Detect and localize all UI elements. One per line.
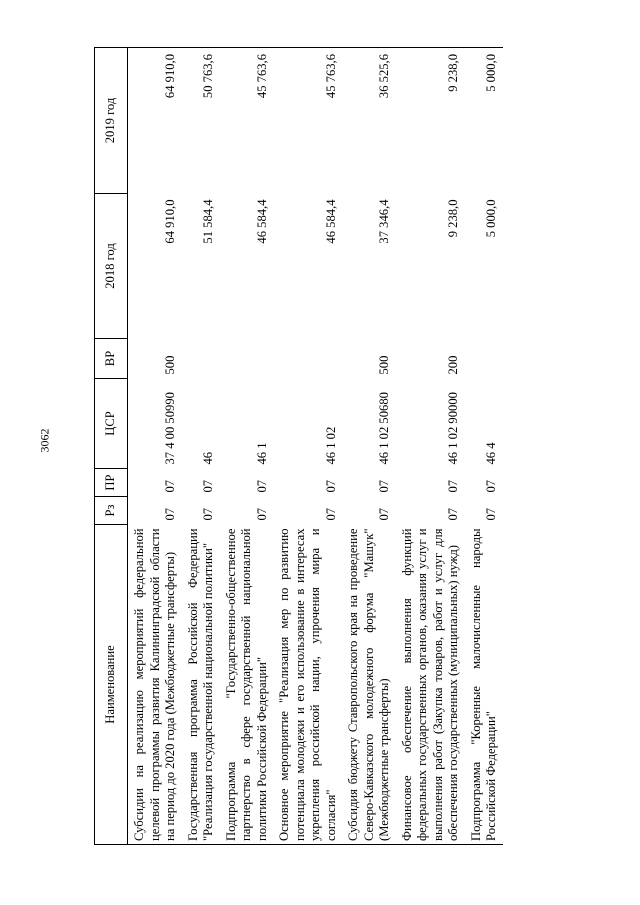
row-2019: 5 000,0 [465, 48, 503, 194]
table-header-row [95, 48, 128, 845]
row-csr: 46 4 [484, 442, 498, 465]
row-vr [220, 339, 274, 379]
row-2018: 51 584,4 [201, 199, 215, 244]
row-csr: 46 1 02 90000 [446, 392, 460, 465]
row-csr: 46 [201, 451, 215, 465]
row-csr: 37 4 00 50990 [163, 392, 177, 465]
row-2019: 45 763,6 [220, 48, 274, 194]
row-rz: 07 [446, 507, 460, 521]
row-name: Основное мероприятие "Реализация мер по развитию потенциала молодежи и его использование в интересах укрепления российской нации, упрочения мира и согласия" [273, 525, 342, 845]
row-vr: 500 [377, 355, 391, 375]
table-row [465, 48, 503, 845]
table-row [182, 48, 220, 845]
table-row [273, 48, 342, 845]
row-2018: 5 000,0 [484, 199, 498, 238]
row-csr: 46 1 [254, 442, 269, 465]
row-vr [182, 339, 220, 379]
row-rz: 07 [254, 507, 269, 521]
row-name: Финансовое обеспечение выполнения функций федеральных государственных органов, оказания услуг и выполнения работ (Закупка товаров, работ и услуг для обеспечения государственных (муниципальных) нужд) [396, 525, 465, 845]
header-rz: Рз [95, 497, 128, 525]
row-2018: 46 584,4 [254, 199, 269, 244]
row-pr: 07 [254, 479, 269, 493]
row-pr: 07 [377, 479, 391, 493]
row-vr: 500 [163, 355, 177, 375]
row-rz: 07 [323, 507, 338, 521]
header-2019: 2019 год [95, 48, 128, 194]
table-row [220, 48, 274, 845]
row-pr: 07 [201, 479, 215, 493]
row-name: Подпрограмма "Коренные малочисленные народы Российской Федерации" [465, 525, 503, 845]
header-csr: ЦСР [95, 379, 128, 469]
rotated-budget-table-container [94, 48, 586, 845]
row-vr [465, 339, 503, 379]
row-2018: 9 238,0 [446, 199, 460, 238]
row-2018: 64 910,0 [163, 199, 177, 244]
row-rz: 07 [201, 507, 215, 521]
row-2019: 45 763,6 [273, 48, 342, 194]
row-vr: 200 [446, 355, 460, 375]
header-2018: 2018 год [95, 194, 128, 339]
table-row [128, 48, 182, 845]
row-csr: 46 1 02 [323, 426, 338, 465]
row-2019: 50 763,6 [182, 48, 220, 194]
row-2019: 36 525,6 [342, 48, 396, 194]
row-rz: 07 [484, 507, 498, 521]
header-pr: ПР [95, 469, 128, 497]
row-name: Субсидия бюджету Ставропольского края на проведение Северо-Кавказского молодежного форума "Машук" (Межбюджетные трансферты) [342, 525, 396, 845]
table-row [396, 48, 465, 845]
row-name: Государственная программа Российской Федерации "Реализация государственной национальной политики" [182, 525, 220, 845]
budget-table [94, 47, 503, 845]
row-pr: 07 [446, 479, 460, 493]
table-row [342, 48, 396, 845]
row-2019: 9 238,0 [396, 48, 465, 194]
row-2018: 46 584,4 [323, 199, 338, 244]
row-rz: 07 [377, 507, 391, 521]
row-vr [273, 339, 342, 379]
header-name: Наименование [95, 525, 128, 845]
row-rz: 07 [163, 507, 177, 521]
row-pr: 07 [163, 479, 177, 493]
page-number: 3062 [37, 428, 52, 453]
row-2019: 64 910,0 [128, 48, 182, 194]
row-2018: 37 346,4 [377, 199, 391, 244]
row-name: Подпрограмма "Государственно-общественное партнерство в сфере государственной национальной политики Российской Федерации" [220, 525, 274, 845]
row-pr: 07 [323, 479, 338, 493]
row-name: Субсидии на реализацию мероприятий федеральной целевой программы развития Калининградской области на период до 2020 года (Межбюджетные трансферты) [128, 525, 182, 845]
header-vr: ВР [95, 339, 128, 379]
row-csr: 46 1 02 50680 [377, 392, 391, 465]
row-pr: 07 [484, 479, 498, 493]
